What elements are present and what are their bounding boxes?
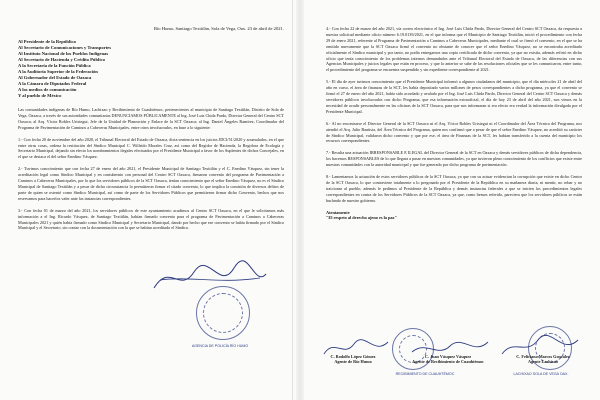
paragraph-8: 8.- Lamentamos la actuación de estos servidores públicos de la SCT Oaxaca, ya que con su actuar evidencian la corrupción que existe en dicho Centro de la SCT Oaxaca, lo que contraviene totalmente a lo pregonado por el Presidente de la República en su mañanera diaria, ni mentir, no robar y no traicionar al pueblo, además le pedimos al Presidente de la República y demás instancias federales a que se inicien los procedimientos legales correspondientes en contra de los Servidores Públicos de la SCT Oaxaca, ya que, como hemos referido, pareciera que los servidores públicos se están burlando de nuestro gobierno. <box>326 174 582 203</box>
addressee: Al Instituto Nacional de los Pueblos Indígenas <box>18 51 109 56</box>
addressee: Al Presidente de la República <box>18 39 76 44</box>
paragraph-1: 1.- Con fecha 20 de noviembre del año 2020, el Tribunal Electoral del Estado de Oaxaca, dicta sentencia en los juicios JDCI/51/2020 y acumulados, en el que entre otras cosas, ordena la restitución del Síndico Municipal C. Wilfrido Morales Cruz, así como del Regidor de Hacienda, la Regidora de Ecología y Secretario Municipal, dejando sin efecto los nombramientos ilegales efectuados por el Presidente Municipal a favor de los Suplentes de dichos Concejales, en el que se destaca el del señor Enedino Vásquez. <box>18 136 284 160</box>
stamp-caption: LACHIXAO SOLA DE VEGA OAX. <box>513 372 569 376</box>
addressee: Al Gobernador del Estado de Oaxaca <box>18 75 92 80</box>
addressee: A la Cámara de Diputados Federal <box>18 81 87 86</box>
paragraph-5: 5.- El día de ayer tuvimos conocimiento que el Presidente Municipal informó a algunos ciudadanos del municipio, que el día miércoles 21 de abril del año en curso, el área de finanzas de la SCT, les había depositado varios millones de pesos correspondientes a dicho programa, ya que el convenio se firmó el 27 de enero del año 2021, había sido acordado y avalado por el Ing. José Luis Chida Pardo, Director General del Centro SCT Oaxaca y demás servidores públicos involucrados con dicho Programa, que esa información extraoficial, el día de hoy 23 de abril del año 2021, nos vimos en la necesidad de acudir personalmente en las oficinas de la SCT Oaxaca, para que nos informaran si era efecto era verdad la información divulgada por el Presidente Municipal. <box>326 79 582 114</box>
signer-block <box>308 354 398 365</box>
signer-name: C. Feliciano Marcos González <box>516 354 570 359</box>
left-page <box>0 0 293 400</box>
signer-role: Agente Lachixao <box>527 359 559 365</box>
signer-role: Agente de Río Humo <box>334 359 372 365</box>
signer-name: C. Juan Vásquez Vásquez <box>424 354 472 359</box>
paragraph-6: 6.- Al no encontrarse el Director General de la SCT Oaxaca ni el Arq. Víctor Robles Uristegui ni el Coordinador del Área Técnica del Programa, nos atendió el Arq. Julio Bautista, del Área Técnica del Programa, quien nos confirmó que a pesar de que el señor Enedino Vásquez, no acreditó su carácter de Síndico Municipal, validaron dicho convenio y que por ese, el área de Finanzas de la SCT, les habían transferido a la cuenta del municipio los recursos correspondientes. <box>326 120 582 144</box>
closing-motto: "El respeto al derecho ajeno es la paz" <box>326 215 397 221</box>
paragraph-7: 7.- Resulta una actuación IRRESPONSABLE E ILEGAL del Director General de la SCT en Oaxaca y demás servidores públicos de dicha dependencia, los hacemos RESPONSABLES de lo que llegara a pasar en nuestras comunidades, ya que tuvieron pleno conocimiento de los conflictos que existe entre nuestras comunidades con la autoridad municipal y que fue generado por dicho programa de pavimentación. <box>326 150 582 168</box>
addressee: Y al pueblo de México <box>18 93 62 98</box>
signer-block <box>496 354 590 365</box>
signer-block <box>396 354 500 365</box>
stamp-caption: AGENCIA DE POLICÍA RÍO HUMO <box>191 344 249 348</box>
date-line: Río Humo, Santiago Textitlán, Sola de Vega, Oax. 23 de abril de 2021. <box>153 26 284 31</box>
paragraph-3: 3.- Con fecha 01 de marzo del año 2021, los servidores públicos de este ayuntamiento acudimos al Centro SCT Oaxaca, en el que le solicitamos más información a el Ing. Ricardo Vásquez, de Santiago Textitlán, habían firmado convenio para el programa de Pavimentación a Caminos a Cabeceras Municipales 2021 y quién había firmado como Síndico Municipal y Secretario Municipal, dando por hecho que ese convenio se había firmado por el Síndico Municipal y el Secretario, sin contar con la documentación con la que se habían acreditado el Síndico. <box>18 207 284 231</box>
signer-role: Agente de Recibimiento de Cuauhtémoc <box>412 359 484 365</box>
signer-name: C. Rodolfo López Gómez <box>330 354 376 359</box>
addressee: Al Secretario de Hacienda y Crédito Público <box>18 57 105 62</box>
right-page <box>300 0 592 400</box>
paragraph-2: 2.- Tuvimos conocimiento que con fecha 27 de enero del año 2021, el Presidente Municipal de Santiago Textitlán y el C. Enedino Vásquez, sin tener la acreditación legal como Síndico Municipal y en contubernio con personal del Centro SCT Oaxaca, firmaron convenio del programa de Pavimentación a Caminos a Cabeceras Municipales, por lo que los servidores públicos de la SCT Oaxaca, tenían conocimiento que el señor Enedino Vásquez, no es el Síndico Municipal de Santiago Textitlán y a pesar de dicha circunstancia lo permitieron firmar el citado convenio, lo que implica la comisión de diversos delitos de parte de quien se ostentó como Síndico Municipal, así como de parte de los Servidores Públicos que permitieron firmar dicho Convenio, hechos que nos reservamos para hacerlos valer ante las instancias correspondientes. <box>18 166 284 201</box>
addressee: A la Auditoría Superior de la Federación <box>18 69 98 74</box>
signature-mark <box>150 258 270 298</box>
paragraph-4: 4.- Con fecha 22 de marzo del año 2021, vía correo electrónico el Ing. José Luis Chida Pardo, Director General del Centro SCT Oaxaca, da respuesta a nuestra solicitud mediante oficio número 6.19.0139/2021, en el que informa que el Municipio de Santiago Textitlán, inició el procedimiento con fecha 29 de enero 2021, referente al Programa de Pavimentación a Caminos a Cabeceras Municipales, mediante el cual se firmó el convenio, en el que se ha omitido nuevamente que la SCT Oaxaca firmó el convenio no obstante de conocer que el señor Enedino Vásquez, no se encontraba acreditado oficialmente el Síndico municipal y por tanto, no podía entregarnos una copia certificada de dicho convenio, ya que no existía, además refirió en dicho oficio que tenía conocimiento de los problemas internos demandados ante el Tribunal Electoral del Estado de Oaxaca, de las diferencias con sus Agencias Municipales y juicios legales que están en proceso, y que lo anterior se sabe de las resoluciones oficiales que se les comunicaron, entre tanto, el procedimiento del programa se encuentra suspendido y sin expediente correspondiente al 2021. <box>326 26 582 73</box>
closing-line: Atentamente <box>326 209 350 215</box>
intro-paragraph: Las comunidades indígenas de Río Humo, Lachixao y Recibimiento de Cuauhtémoc, pertenecientes al municipio de Santiago Textitlán, Distrito de Sola de Vega, Oaxaca, a través de sus autoridades comunitarias DENUNCIAMOS PÚBLICAMENTE al Ing. José Luis Chida Pardo, Director General del Centro SCT Oaxaca; al Arq. Víctor Robles Uristegui, Jefe de la Unidad de Planeación y Enlace de la SCT Oaxaca; al Ing. Daniel Ángeles Ramírez, Coordinador del Programa de Pavimentación de Caminos a Cabeceras Municipales, entre otros involucrados, en base a lo siguiente: <box>18 107 284 130</box>
closing <box>326 210 582 221</box>
addressee: A la Secretaría de la Función Pública <box>18 63 91 68</box>
addressee-list <box>18 39 284 99</box>
stamp-caption: RECIBIMIENTO DE CUAUHTÉMOC <box>395 372 455 376</box>
addressee: A los medios de comunicación <box>18 87 77 92</box>
addressee: Al Secretario de Comunicaciones y Transportes <box>18 45 112 50</box>
